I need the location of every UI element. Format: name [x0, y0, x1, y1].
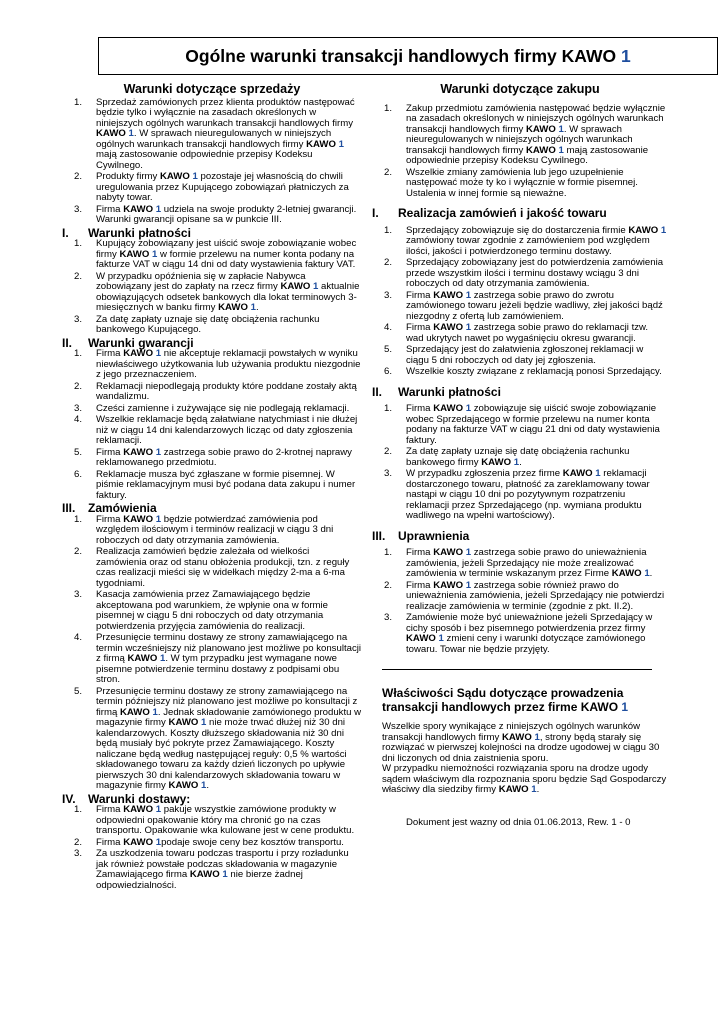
- list-item-number: 1.: [384, 403, 393, 414]
- payment-terms-list: [62, 239, 362, 336]
- list-item: [372, 226, 668, 258]
- list-item-text: Firma KAWO 1 zobowiązuje się uiścić swoje zobowiązanie wobec Sprzedającego w formie przelewu na numer konta podany na fakturze VAT w ciągu 21 dni od daty wystawienia faktury.: [406, 403, 660, 446]
- list-item-text: Zakup przedmiotu zamówienia następować będzie wyłącznie na zasadach określonych w niniejszych ogólnych warunkach transakcji handlowych firmy KAWO 1. W sprawach nieuregulowanych w niniejszych ogólnych warunkach transakcji handlowych firmy KAWO 1 mają zastosowanie odpowiednie przepisy Kodeksu Cywilnego.: [406, 102, 666, 166]
- section-heading: [372, 384, 668, 399]
- list-item-text: Wszelkie koszty związane z reklamacją ponosi Sprzedający.: [406, 366, 662, 377]
- list-item-text: Firma KAWO 1 zastrzega sobie prawo do unieważnienia zamówienia, jeżeli Sprzedający nie może zrealizować zamówienia w terminie wskazanym przez Firme KAWO 1.: [406, 547, 653, 579]
- list-item-text: Produkty firmy KAWO 1 pozostaje jej własnością do chwili uregulowania przez Kupującego zobowiązań płatniczych za nabyty towar.: [96, 171, 349, 203]
- court-heading-line-1: Właściwości Sądu dotyczące prowadzenia: [382, 686, 624, 700]
- list-item-number: 3.: [74, 313, 83, 325]
- list-item: [62, 470, 362, 502]
- list-item-text: Sprzedający zobowiązany jest do potwierdzenia zamówienia przede wszystkim ilości i terminu dostawy wciągu 3 dni roboczych od daty otrzymania zamówienia.: [406, 257, 664, 289]
- list-item-text: Firma KAWO 1 pakuje wszystkie zamówione produkty w odpowiedni opakowanie który ma chronić go na czas transportu. Opakowanie wka kulowane jest w cene produktu.: [96, 804, 355, 836]
- court-heading-line-2: [382, 700, 668, 714]
- list-item-text: Firma KAWO 1podaje swoje ceny bez kosztów transportu.: [96, 836, 344, 848]
- section-title: Warunki płatności: [398, 384, 501, 399]
- section-title: Uprawnienia: [398, 528, 470, 543]
- list-item-number: 2.: [384, 257, 393, 268]
- list-item-number: 1.: [74, 96, 83, 108]
- list-item: [62, 415, 362, 447]
- list-item-text: Zamówienie może być unieważnione jeżeli Sprzedający w cichy sposób i bez pisemnego potwierdzenia przez firmy KAWO 1 zmieni ceny i warunki dotyczące zamówionego towaru. Towar nie będzie przyjęty.: [406, 612, 653, 655]
- list-item-text: Sprzedający jest do załatwienia zgłoszonej reklamacji w ciągu 5 dni roboczych od daty jej zgłoszenia.: [406, 344, 644, 366]
- list-item-number: 3.: [74, 589, 83, 600]
- list-item-text: Sprzedający zobowiązuje się do dostarczenia firmie KAWO 1 zamówiony towar zgodnie z zamówieniem pod względem ilości, jakości i potwierdzonego terminu dostawy.: [406, 224, 667, 257]
- list-item-text: Za datę zapłaty uznaje się datę obciążenia rachunku bankowego firmy KAWO 1.: [406, 446, 630, 468]
- list-item-number: 1.: [384, 547, 393, 558]
- list-item: [372, 447, 668, 468]
- fulfillment-quality-list: [372, 226, 668, 378]
- list-item-text: Przesunięcie terminu dostawy ze strony zamawiającego na termin wcześniejszy niż planowano jest możliwe po konsultacji z firmą KAWO 1. W tym przypadku jest wymagane nowe pisemne potwierdzenie terminu dostawy z podpisami obu stron.: [96, 632, 362, 685]
- list-item: [62, 515, 362, 547]
- purchase-conditions-column: [372, 84, 668, 828]
- court-paragraph-2: W przypadku niemożności rozwiązania sporu na drodze ugody sądem właściwym dla rozpoznania sporu będzie Sąd Gospodarczy właściwy dla siedziby firmy KAWO 1.: [382, 763, 667, 795]
- list-item-text: W przypadku zgłoszenia przez firme KAWO 1 reklamacji dostarczonego towaru, płatność za zareklamowany towar nastąpi w ciągu 10 dni po pozytywnym rozpatrzeniu reklamacji przez Sprzedającego (np. wymiana produktu wadliwego na wpełni wartościowy).: [406, 468, 650, 521]
- list-item-number: 3.: [384, 468, 393, 479]
- document-title: [185, 46, 630, 67]
- list-item-text: Firma KAWO 1 będzie potwierdzać zamówienia pod względem ilościowym i terminów realizacji w ciągu 3 dni roboczych od daty otrzymania zamówienia.: [96, 513, 334, 546]
- list-item-number: 1.: [74, 804, 83, 815]
- list-item-number: 2.: [384, 579, 393, 591]
- list-item-text: Firma KAWO 1 nie akceptuje reklamacji powstałych w wyniku niewłaściwego użytkowania lub używania produktu niezgodnie z jego przeznaczeniem.: [96, 348, 361, 380]
- section-heading: [62, 791, 362, 806]
- orders-list: [62, 515, 362, 792]
- list-item-text: Wszelkie zmiany zamówienia lub jego uzupełnienie następować może ty ko i wyłącznie w formie pisemnej. Ustalenia w innej formie są nieważne.: [406, 166, 638, 199]
- list-item-number: 3.: [384, 612, 393, 623]
- list-item: [62, 205, 362, 226]
- section-number: II.: [62, 335, 73, 350]
- court-heading-text: transakcji handlowych przez firme KAWO: [382, 700, 619, 714]
- list-item-text: Za datę zapłaty uznaje się datę obciążenia rachunku bankowego Kupującego.: [96, 313, 320, 335]
- list-item-number: 4.: [74, 414, 83, 425]
- list-item-text: Reklamacje musza być zgłaszane w formie pisemnej. W piśmie reklamacyjnym musi być podana data zakupu i numer faktury.: [96, 468, 356, 501]
- section-number: II.: [372, 384, 383, 399]
- section-heading: [372, 528, 668, 543]
- list-item-number: 1.: [384, 224, 393, 236]
- list-item-text: W przypadku opóźnienia się w zapłacie Nabywca zobowiązany jest do zapłaty na rzecz firmy KAWO 1 aktualnie obowiązujących odsetek bankowych dla lokat terminowych 3-miesięcznych w banku firmy KAWO 1.: [96, 270, 360, 313]
- section-number: III.: [372, 528, 386, 543]
- list-item-number: 2.: [74, 171, 83, 182]
- sales-conditions-column: [62, 84, 362, 892]
- list-item-number: 6.: [384, 366, 393, 377]
- section-heading: [62, 335, 362, 350]
- list-item: [372, 367, 668, 378]
- list-item: [372, 104, 668, 167]
- list-item: [372, 258, 668, 290]
- section-title: Warunki gwarancji: [88, 335, 194, 350]
- list-item-number: 2.: [74, 546, 83, 557]
- list-item-number: 3.: [74, 848, 83, 859]
- list-item: [372, 345, 668, 366]
- section-number: I.: [62, 225, 69, 240]
- list-item: [62, 849, 362, 891]
- title-number: 1: [620, 45, 631, 66]
- list-item: [372, 548, 668, 580]
- list-item: [62, 172, 362, 204]
- section-number: III.: [62, 501, 76, 515]
- list-item-text: Firma KAWO 1 zastrzega sobie prawo do reklamacji tzw. wad ukrytych nawet po wygaśnięciu okresu gwarancji.: [406, 322, 649, 344]
- document-footer: Dokument jest wazny od dnia 01.06.2013, Rew. 1 - 0: [406, 816, 631, 828]
- list-item: [372, 613, 668, 655]
- list-item-number: 6.: [74, 468, 83, 480]
- sales-intro-list: [62, 98, 362, 226]
- list-item: [62, 633, 362, 686]
- list-item-number: 1.: [74, 513, 83, 525]
- section-heading: [372, 208, 668, 219]
- list-item-text: Wszelkie reklamacje będą załatwiane natychmiast i nie dłużej niż w ciągu 14 dni kalendarzowych licząc od daty zgłoszenia reklamacji.: [96, 414, 358, 446]
- delivery-terms-list: [62, 805, 362, 891]
- list-item-number: 2.: [384, 446, 393, 457]
- list-item: [372, 168, 668, 200]
- list-item-number: 5.: [384, 344, 393, 355]
- list-item-text: Firma KAWO 1 udziela na swoje produkty 2-letniej gwarancji. Warunki gwarancji opisane sa w punkcie III.: [96, 203, 357, 225]
- list-item-number: 2.: [384, 166, 393, 178]
- section-title: Warunki płatności: [88, 225, 191, 240]
- list-item: [62, 590, 362, 632]
- sales-heading: Warunki dotyczące sprzedaży: [123, 82, 301, 96]
- purchase-payment-list: [372, 404, 668, 522]
- list-item-text: Firma KAWO 1 zastrzega sobie prawo do zwrotu zamówionego towaru jeżeli będzie wadliwy, złej jakości bądź niezgodny z ofertą lub zamówieniem.: [406, 289, 663, 322]
- rights-list: [372, 548, 668, 655]
- list-item-number: 5.: [74, 685, 83, 697]
- list-item-number: 3.: [74, 402, 83, 414]
- list-item: [372, 291, 668, 323]
- list-item-text: Sprzedaż zamówionych przez klienta produktów następować będzie tylko i wyłącznie na zasadach określonych w niniejszych ogólnych warunkach transakcji handlowych firmy KAWO 1. W sprawach nieuregulowanych w niniejszych ogólnych warunkach transakcji handlowych firmy KAWO 1 mają zastosowanie odpowiednie przepisy Kodeksu Cywilnego.: [96, 96, 355, 171]
- list-item: [62, 98, 362, 172]
- list-item-number: 4.: [74, 632, 83, 643]
- list-item: [372, 404, 668, 446]
- list-item: [62, 687, 362, 792]
- section-title: Zamówienia: [88, 501, 157, 515]
- list-item-text: Kupujący zobowiązany jest uiścić swoje zobowiązanie wobec firmy KAWO 1 w formie przelewu na numer konta podany na fakturze VAT w ciągu 14 dni od daty wystawienia faktury VAT.: [96, 238, 357, 270]
- purchase-heading: Warunki dotyczące zakupu: [440, 82, 600, 96]
- list-item-number: 1.: [384, 102, 393, 114]
- list-item-text: Przesunięcie terminu dostawy ze strony zamawiającego na termin późniejszy niż planowano jest możliwe po konsultacji z firmą KAWO 1. Jednak składowanie zamówionego produktu w magazynie firmy KAWO 1 nie może trwać dłużej niż 30 dni kalendarzowych. Koszty dłuższego składowania niż 30 dni będą musiały być pokryte przez Zamawiającego. Koszty naliczane będą według następującej reguły: 0,5 % wartości składowanego towaru za każdy dzień liczonych po upływie pierwszych 30 dni kalendarzowych składowania towaru w magazynie firmy KAWO 1.: [96, 685, 362, 791]
- list-item: [62, 272, 362, 314]
- list-item-number: 1.: [74, 238, 83, 249]
- list-item-text: Cześci zamienne i zużywające się nie podlegają reklamacji.: [96, 402, 350, 414]
- list-item: [372, 469, 668, 522]
- purchase-intro-list: [372, 104, 668, 200]
- list-item: [62, 315, 362, 336]
- section-title: Realizacja zamówień i jakość towaru: [398, 206, 607, 220]
- list-item: [62, 404, 362, 415]
- section-number: I.: [372, 206, 379, 220]
- title-text: Ogólne warunki transakcji handlowych firmy KAWO: [185, 45, 617, 66]
- list-item-number: 2.: [74, 836, 83, 848]
- list-item-text: Realizacja zamówień będzie zależała od wielkości zamówienia oraz od stanu obłożenia produkcji, tzn. z reguły czas realizacji mieści się w widełkach między 2-ma a 6-ma tygodniami.: [96, 546, 350, 589]
- list-item-number: 4.: [384, 322, 393, 333]
- section-number: IV.: [62, 791, 76, 806]
- list-item-number: 3.: [384, 289, 393, 301]
- list-item: [372, 581, 668, 613]
- court-heading-number: 1: [621, 700, 629, 714]
- list-item-text: Firma KAWO 1 zastrzega sobie prawo do 2-krotnej naprawy reklamowanego przedmiotu.: [96, 446, 352, 468]
- section-heading: [62, 503, 362, 514]
- list-item: [62, 838, 362, 849]
- list-item: [62, 349, 362, 381]
- list-item-text: Kasacja zamówienia przez Zamawiającego będzie akceptowana pod warunkiem, że wpłynie ona w formie pisemnej w ciągu 5 dni roboczych od daty otrzymania potwierdzenia przyjęcia zamówienia do realizacji.: [96, 589, 328, 632]
- list-item-number: 5.: [74, 446, 83, 458]
- list-item-number: 2.: [74, 380, 83, 392]
- list-item-text: Za uszkodzenia towaru podczas trasportu i przy rozładunku jak również powstałe podczas składowania w magazynie Zamawiającego firma KAWO 1 nie bierze żadnej odpowiedzialności.: [96, 848, 349, 891]
- list-item-number: 3.: [74, 203, 83, 215]
- list-item-number: 2.: [74, 270, 83, 282]
- warranty-terms-list: [62, 349, 362, 501]
- list-item: [62, 382, 362, 403]
- court-paragraph-1: Wszelkie spory wynikające z niniejszych ogólnych warunków transakcji handlowych firmy KAWO 1, strony będą starały się rozwiązać w pierwszej kolejności na drodze ugodowej w ciągu 30 dni liczonych od dnia zaistnienia sporu.: [382, 721, 660, 764]
- document-title-box: [98, 37, 718, 75]
- list-item: [372, 323, 668, 344]
- list-item-text: Firma KAWO 1 zastrzega sobie również prawo do unieważnienia zamówienia, jeżeli Sprzedający nie potwierdzi realizacje zamówienia w terminie (zgodnie z pkt. II.2).: [406, 579, 665, 612]
- divider-line: [382, 669, 652, 670]
- list-item: [62, 547, 362, 589]
- list-item-text: Reklamacji niepodlegają produkty które poddane zostały aktą wandalizmu.: [96, 380, 357, 402]
- section-title: Warunki dostawy:: [88, 791, 191, 806]
- list-item: [62, 239, 362, 271]
- list-item-number: 1.: [74, 348, 83, 359]
- list-item: [62, 448, 362, 469]
- list-item: [62, 805, 362, 837]
- section-heading: [62, 225, 362, 240]
- court-heading: [382, 686, 668, 714]
